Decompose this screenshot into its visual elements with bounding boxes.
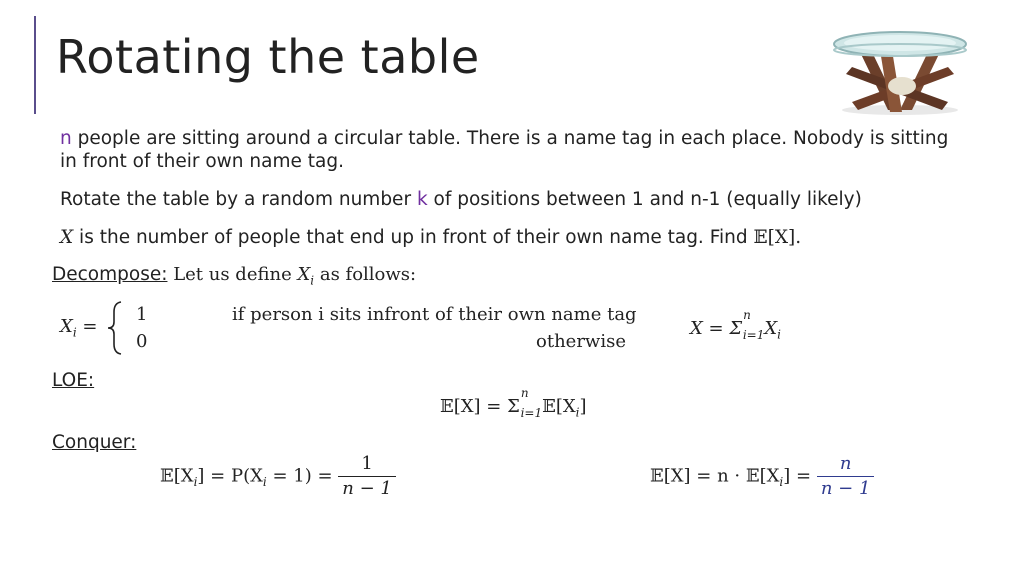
var-X: X — [60, 227, 74, 248]
case1-condition: if person i sits infront of their own name tag — [232, 304, 637, 325]
var-k: k — [416, 189, 428, 210]
conquer-label: Conquer: — [52, 432, 137, 453]
conquer-equation-1: $𝔼[X_i] = P(X_i = 1)$ = $\frac{1}{n - 1}$ — [160, 452, 396, 501]
case2-value: 0 — [136, 331, 148, 352]
rotate-text-after: of positions between 1 and n-1 (equally likely) — [427, 189, 862, 210]
case1-value: 1 — [136, 304, 148, 325]
title-accent-bar — [34, 16, 36, 114]
case2-condition: otherwise — [536, 331, 626, 352]
var-n: n — [60, 128, 72, 149]
conquer-equation-2: 𝔼[X] = $n \cdot 𝔼[X_i]$ = $\frac{n}{n - 1}$ — [650, 452, 874, 501]
decompose-label: Decompose: — [52, 264, 168, 285]
left-brace — [106, 300, 124, 356]
fraction-1: $\frac{1}{n - 1}$ — [338, 452, 396, 501]
question-text: is the number of people that end up in front of their own name tag. — [73, 227, 710, 248]
decompose-line — [52, 264, 416, 288]
decompose-text-before: Let us define — [167, 264, 298, 285]
find-label: Find — [709, 227, 748, 248]
round-glass-table-picture — [830, 22, 970, 118]
find-expectation: 𝔼[X]. — [753, 227, 802, 248]
intro-text: people are sitting around a circular table. There is a name tag in each place. Nobody is sitting in front of their own name tag. — [60, 128, 949, 172]
piecewise-lhs: $X_i$ = — [60, 316, 98, 340]
decompose-var: X — [297, 264, 311, 285]
sum-definition: $X = \Sigma^n_{i=1}X_i$ — [690, 308, 782, 342]
decompose-text-after: as follows: — [314, 264, 417, 285]
rotate-paragraph — [60, 188, 862, 211]
intro-paragraph — [60, 127, 960, 173]
question-paragraph — [60, 226, 801, 249]
decompose-sub: i — [310, 273, 315, 288]
loe-equation: 𝔼[X] = $\Sigma^n_{i=1}𝔼[X_i]$ — [440, 386, 587, 420]
rotate-text-before: Rotate the table by a random number — [60, 189, 417, 210]
slide-title: Rotating the table — [56, 30, 480, 84]
fraction-2: $\frac{n}{n - 1}$ — [817, 452, 875, 501]
loe-label: LOE: — [52, 370, 95, 391]
